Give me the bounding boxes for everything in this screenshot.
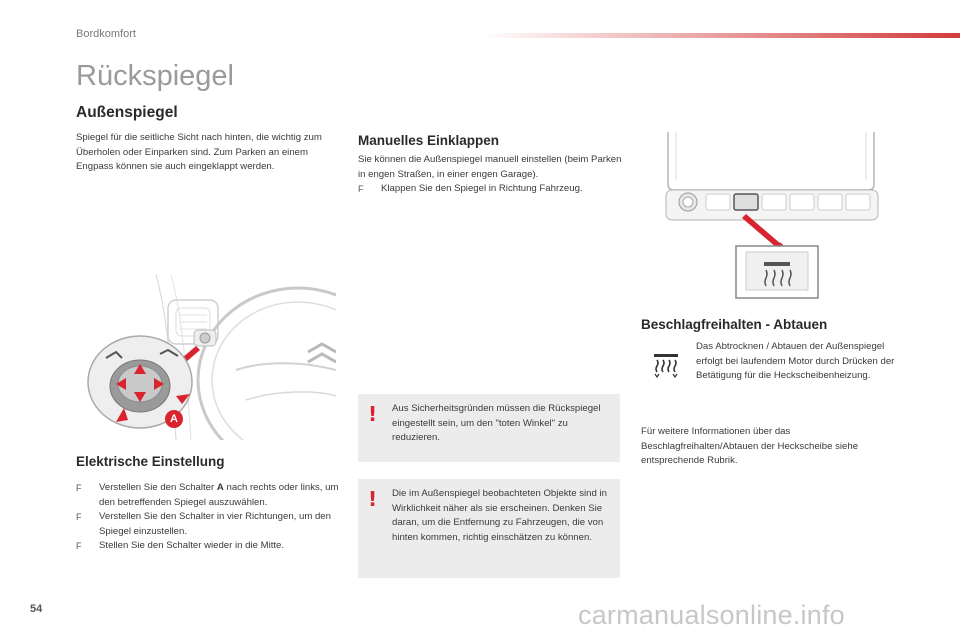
section-label: Bordkomfort	[76, 28, 136, 40]
bullet1-text: Klappen Sie den Spiegel in Richtung Fahrzeug.	[381, 183, 583, 194]
warning-exclamation-icon: !	[368, 487, 378, 511]
defrost-panel-illustration	[660, 132, 884, 304]
bullet-marker: F	[76, 512, 82, 522]
bullet-marker: F	[76, 483, 82, 493]
bullet2-text: Verstellen Sie den Schalter in vier Richtungen, um den Spiegel einzustellen.	[99, 511, 331, 537]
header-accent-line	[480, 33, 960, 38]
page-title: Rückspiegel	[76, 60, 234, 92]
bullet1-text-before: Verstellen Sie den Schalter	[99, 482, 217, 493]
heading-aussenspiegel: Außenspiegel	[76, 104, 178, 121]
beschlag-more-info: Für weitere Informationen über das Beschlagfreihalten/Abtauen der Heckscheibe siehe entsprechende Rubrik.	[641, 426, 859, 466]
warning-box-entfernung	[358, 479, 620, 578]
bullet3-text: Stellen Sie den Schalter wieder in die Mitte.	[99, 540, 285, 551]
elektrische-einstellung-list	[76, 481, 342, 554]
list-item	[76, 539, 342, 554]
page-number: 54	[30, 603, 43, 615]
list-item	[76, 510, 342, 539]
bullet1-text-after: nach rechts oder links, um den betreffenden Spiegel auszuwählen.	[99, 482, 339, 508]
list-item	[358, 182, 623, 197]
bullet1-switch-label: A	[216, 482, 224, 493]
list-item	[76, 481, 342, 510]
mirror-switch-drawing	[76, 270, 336, 440]
label-a-badge: A	[165, 410, 183, 428]
watermark: carmanualsonline.info	[578, 600, 845, 630]
rear-defrost-icon	[652, 352, 680, 378]
warning-exclamation-icon: !	[368, 402, 378, 426]
warning-text: Die im Außenspiegel beobachteten Objekte sind in Wirklichkeit näher als sie erscheinen. Denken Sie daran, um die Entfernung zu Fahrzeugen, die von hinten kommen, richtig einschätzen zu können.	[392, 488, 607, 543]
warning-box-toter-winkel	[358, 394, 620, 462]
mirror-switch-illustration	[76, 270, 336, 440]
heading-elektrische-einstellung: Elektrische Einstellung	[76, 454, 225, 469]
warning-text: Aus Sicherheitsgründen müssen die Rückspiegel eingestellt sein, um den "toten Winkel" zu reduzieren.	[392, 403, 601, 443]
beschlag-text: Das Abtrocknen / Abtauen der Außenspiegel erfolgt bei laufendem Motor durch Drücken der Betätigung für die Heckscheibenheizung.	[696, 341, 895, 381]
manuelles-einklappen-list	[358, 182, 623, 197]
heading-beschlagfreihalten: Beschlagfreihalten - Abtauen	[641, 317, 828, 332]
defrost-panel-drawing	[660, 132, 884, 304]
bullet-marker: F	[76, 541, 82, 551]
heading-manuelles-einklappen: Manuelles Einklappen	[358, 133, 500, 148]
manuelles-einklappen-intro: Sie können die Außenspiegel manuell einstellen (beim Parken in engen Straßen, in einer engen Garage).	[358, 154, 622, 180]
rear-defrost-glyph	[652, 352, 680, 378]
bullet-marker: F	[358, 184, 364, 194]
aussenspiegel-intro: Spiegel für die seitliche Sicht nach hinten, die wichtig zum Überholen oder Einparken sind. Zum Parken an einem Engpass können sie auch eingeklappt werden.	[76, 132, 322, 172]
